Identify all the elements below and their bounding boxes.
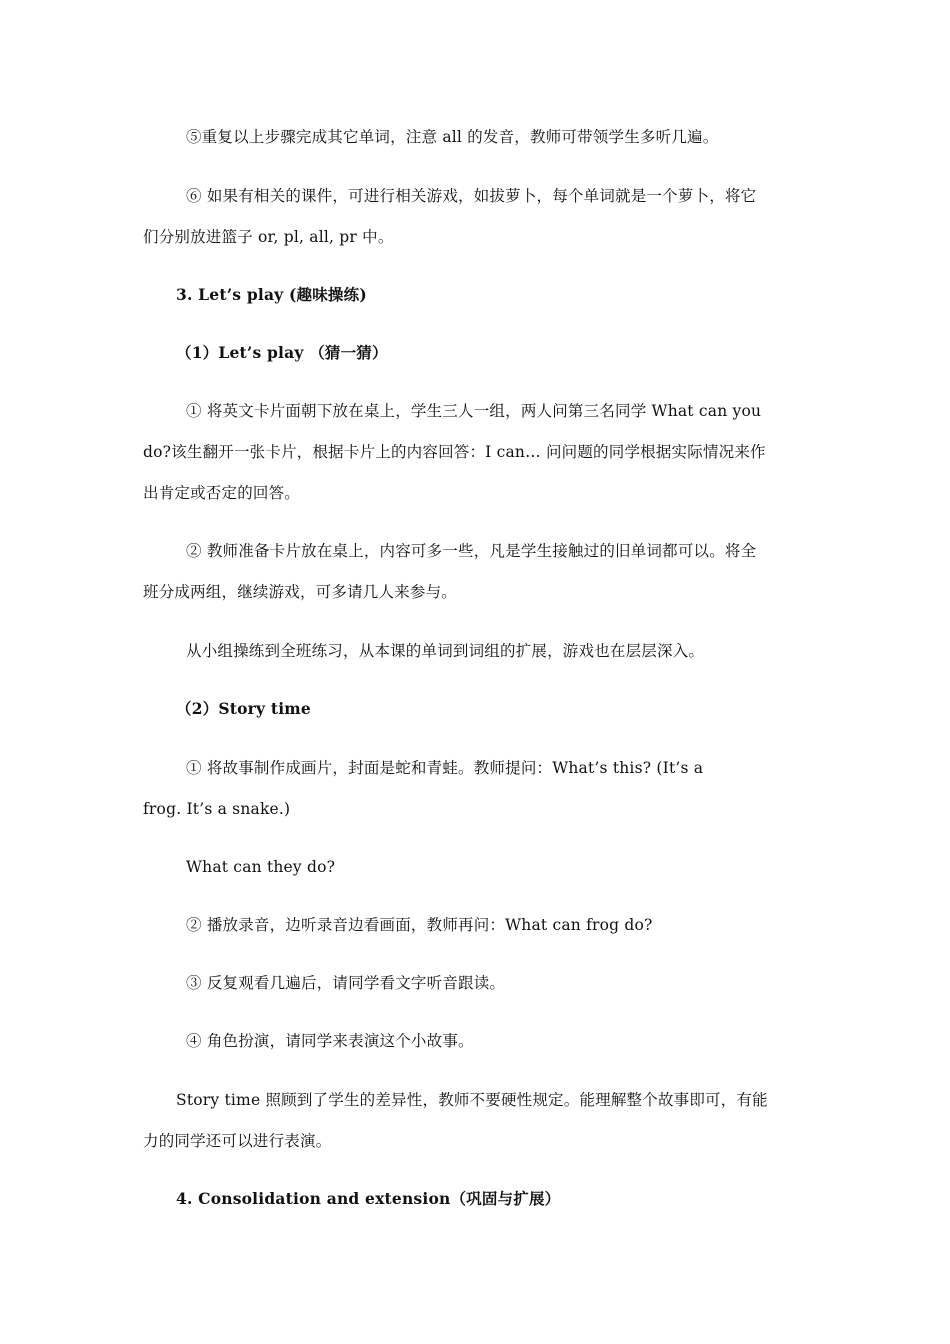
play-step1-line3: 出肯定或否定的回答。 bbox=[143, 484, 301, 502]
story-step1-line1: ① 将故事制作成画片，封面是蛇和青蛙。教师提问：What’s this? (It’s a bbox=[186, 759, 704, 777]
step5-line: ⑤重复以上步骤完成其它单词，注意 all 的发音，教师可带领学生多听几遍。 bbox=[186, 128, 719, 146]
subsection-lets-play-heading: （1）Let’s play （猜一猜） bbox=[176, 343, 388, 362]
story-question-line: What can they do? bbox=[186, 858, 336, 876]
section4-heading: 4. Consolidation and extension（巩固与扩展） bbox=[176, 1189, 561, 1208]
step6-line1: ⑥ 如果有相关的课件，可进行相关游戏，如拔萝卜，每个单词就是一个萝卜，将它 bbox=[186, 187, 757, 205]
story-step2-line: ② 播放录音，边听录音边看画面，教师再问：What can frog do? bbox=[186, 916, 653, 934]
step6-line2: 们分别放进篮子 or, pl, all, pr 中。 bbox=[143, 228, 394, 246]
play-step2-line2: 班分成两组，继续游戏，可多请几人来参与。 bbox=[143, 583, 458, 601]
story-step1-line2: frog. It’s a snake.) bbox=[143, 800, 291, 818]
story-summary-line2: 力的同学还可以进行表演。 bbox=[143, 1132, 332, 1150]
section3-heading: 3. Let’s play (趣味操练) bbox=[176, 285, 367, 304]
story-step4-line: ④ 角色扮演，请同学来表演这个小故事。 bbox=[186, 1032, 474, 1050]
play-step1-line1: ① 将英文卡片面朝下放在桌上，学生三人一组，两人问第三名同学 What can you bbox=[186, 402, 762, 420]
play-step2-line1: ② 教师准备卡片放在桌上，内容可多一些，凡是学生接触过的旧单词都可以。将全 bbox=[186, 542, 757, 560]
play-summary-line: 从小组操练到全班练习，从本课的单词到词组的扩展，游戏也在层层深入。 bbox=[186, 642, 705, 660]
story-step3-line: ③ 反复观看几遍后，请同学看文字听音跟读。 bbox=[186, 974, 506, 992]
story-summary-line1: Story time 照顾到了学生的差异性，教师不要硬性规定。能理解整个故事即可，有能 bbox=[176, 1091, 768, 1109]
subsection-story-time-heading: （2）Story time bbox=[176, 699, 311, 718]
play-step1-line2: do?该生翻开一张卡片，根据卡片上的内容回答：I can… 问问题的同学根据实际情况来作 bbox=[143, 443, 766, 461]
